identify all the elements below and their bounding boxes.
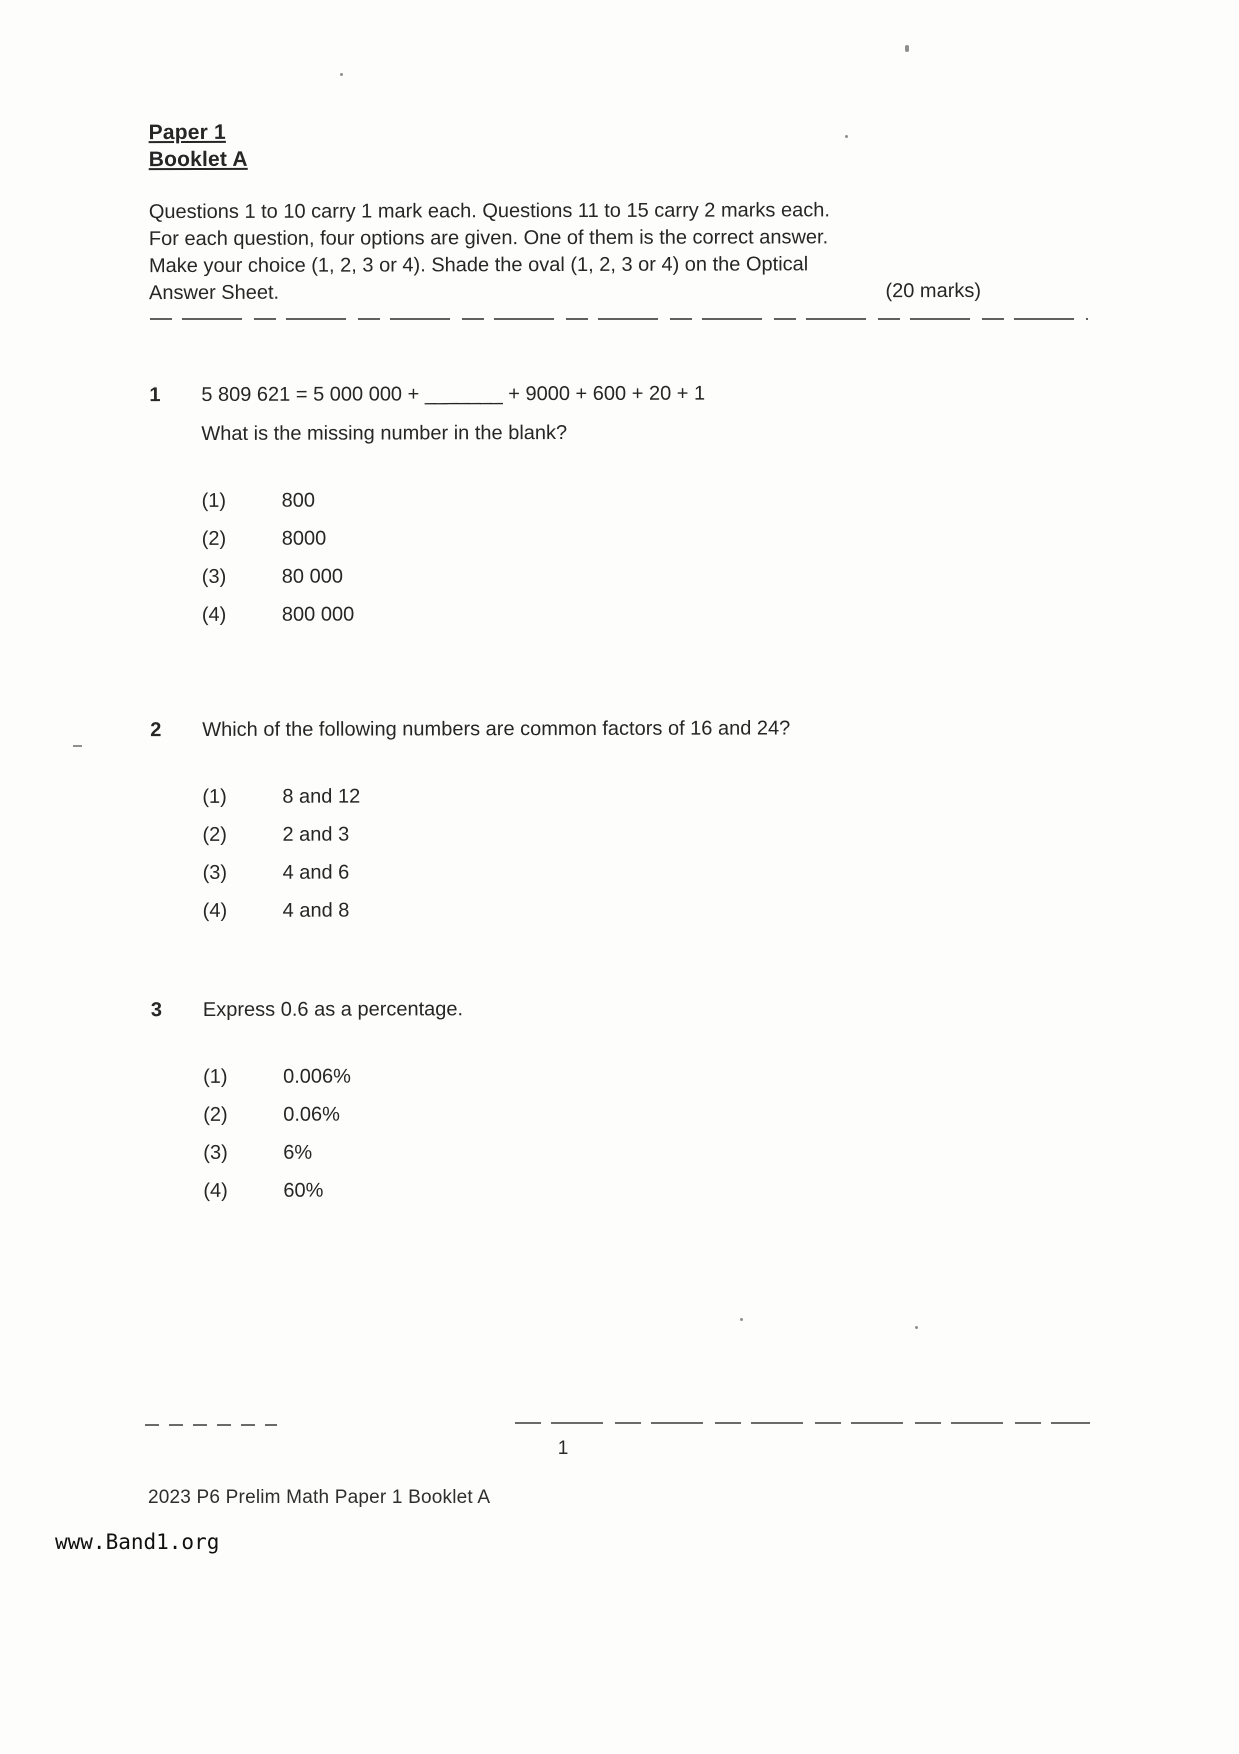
option-row <box>202 820 982 849</box>
option-label: (2) <box>203 1103 228 1126</box>
paper-title: Paper 1 <box>148 120 226 145</box>
option-label: (3) <box>201 565 227 588</box>
question-2 <box>150 715 983 925</box>
question-3 <box>151 995 984 1205</box>
option-text: 0.006% <box>283 1065 351 1088</box>
option-row <box>202 782 982 811</box>
question-number: 3 <box>150 999 163 1022</box>
option-label: (4) <box>201 603 227 626</box>
option-row <box>203 858 983 887</box>
option-text: 8000 <box>281 527 327 550</box>
footer-rule-left <box>145 1424 277 1426</box>
instructions <box>149 197 981 307</box>
options-list <box>202 486 982 629</box>
option-label: (3) <box>202 861 228 884</box>
option-text: 800 <box>281 489 315 512</box>
question-equation: 5 809 621 = 5 000 000 + _______ + 9000 + 600 + 20 + 1 <box>201 382 706 406</box>
option-row <box>202 600 982 629</box>
option-row <box>203 1176 983 1205</box>
option-label: (2) <box>201 527 227 550</box>
option-text: 80 000 <box>281 565 343 588</box>
option-text: 6% <box>283 1141 313 1164</box>
option-label: (3) <box>203 1141 228 1164</box>
option-label: (4) <box>202 899 228 922</box>
option-row <box>203 1138 983 1167</box>
footer-rule-right <box>515 1422 1090 1424</box>
question-1 <box>149 380 982 629</box>
scan-artifact <box>340 73 343 76</box>
option-row <box>203 1062 983 1091</box>
total-marks: (20 marks) <box>885 279 982 303</box>
option-label: (1) <box>203 1065 228 1088</box>
option-row <box>202 486 982 515</box>
option-label: (1) <box>201 489 227 512</box>
footer-doc-title: 2023 P6 Prelim Math Paper 1 Booklet A <box>148 1487 491 1508</box>
option-row <box>202 562 982 591</box>
scan-artifact <box>915 1326 918 1329</box>
option-text: 2 and 3 <box>282 823 350 846</box>
option-text: 0.06% <box>283 1103 340 1126</box>
option-text: 60% <box>283 1179 324 1202</box>
question-number: 2 <box>150 719 162 742</box>
instruction-line: Make your choice (1, 2, 3 or 4). Shade the oval (1, 2, 3 or 4) on the Optical <box>148 253 809 278</box>
option-row <box>203 896 983 925</box>
instruction-line: Answer Sheet. <box>149 281 280 305</box>
separator-rule <box>150 318 1088 320</box>
option-text: 8 and 12 <box>282 785 361 808</box>
option-label: (4) <box>203 1179 228 1202</box>
question-text: Express 0.6 as a percentage. <box>202 998 464 1021</box>
document-content <box>149 117 984 1205</box>
question-number: 1 <box>149 384 161 407</box>
booklet-title: Booklet A <box>148 147 248 172</box>
instruction-line: Questions 1 to 10 carry 1 mark each. Questions 11 to 15 carry 2 marks each. <box>148 199 830 224</box>
option-label: (1) <box>202 785 227 808</box>
question-text: Which of the following numbers are common factors of 16 and 24? <box>202 717 791 741</box>
option-text: 800 000 <box>281 603 355 626</box>
option-label: (2) <box>202 823 227 846</box>
option-row <box>203 1100 983 1129</box>
option-text: 4 and 6 <box>282 861 350 884</box>
scan-artifact <box>905 45 909 52</box>
option-text: 4 and 8 <box>282 899 350 922</box>
question-text: What is the missing number in the blank? <box>201 421 568 445</box>
watermark-url: www.Band1.org <box>55 1530 220 1554</box>
scan-artifact <box>73 745 82 747</box>
options-list <box>203 1062 983 1205</box>
page-number: 1 <box>557 1438 569 1459</box>
option-row <box>202 524 982 553</box>
options-list <box>202 782 982 925</box>
instruction-line: For each question, four options are given. One of them is the correct answer. <box>148 226 829 251</box>
scan-artifact <box>740 1318 743 1321</box>
